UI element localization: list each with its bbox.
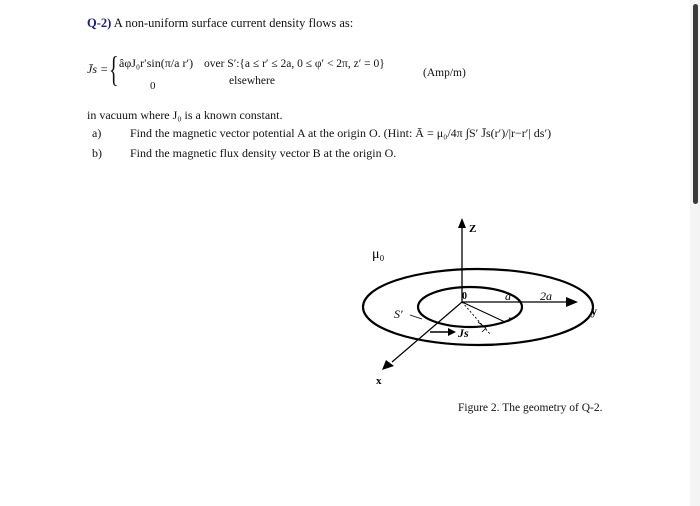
part-b-label: b)	[92, 146, 102, 160]
figure-caption: Figure 2. The geometry of Q-2.	[458, 402, 603, 414]
s-prime-pointer	[410, 315, 422, 319]
scrollbar[interactable]	[690, 0, 700, 506]
question-title	[87, 16, 353, 31]
y-label: y	[591, 304, 597, 318]
question-label: Q-2)	[87, 16, 112, 30]
js-arrow-head	[448, 328, 456, 336]
scrollbar-thumb[interactable]	[693, 4, 698, 204]
r-vector	[462, 302, 505, 322]
equation-lhs	[87, 62, 108, 77]
part-a-text: Find the magnetic vector potential A at the origin O. (Hint: Ā = μ₀/4π ∫S′ J̄s(r′)/|r−r′| ds′)	[130, 126, 552, 140]
r-label: r	[508, 314, 512, 324]
part-b-text: Find the magnetic flux density vector B at the origin O.	[130, 146, 397, 160]
vacuum-line: in vacuum where J₀ is a known constant.	[87, 108, 283, 122]
equation-condition: over S′:{a ≤ r′ ≤ 2a, 0 ≤ φ′ < 2π, z′ = 0}	[204, 58, 385, 70]
equation-lhs-text: J̄s =	[87, 62, 109, 76]
z-axis-arrow	[458, 218, 466, 228]
mu-label: μ₀	[372, 247, 385, 262]
equation-unit: (Amp/m)	[423, 67, 466, 79]
y-axis-arrow	[566, 297, 578, 307]
equation-elsewhere: elsewhere	[229, 75, 275, 87]
equation-top-expr: âφJ₀r′sin(π/a r′)	[119, 56, 194, 70]
part-a-label: a)	[92, 126, 102, 140]
origin-label: 0	[462, 291, 467, 302]
equation-zero: 0	[150, 80, 156, 92]
a-label: a	[505, 289, 511, 303]
equation-brace: {	[109, 49, 119, 89]
geometry-figure	[350, 212, 630, 392]
z-label: Z	[469, 223, 477, 235]
s-prime-label: S′	[394, 307, 403, 321]
question-text: A non-uniform surface current density flows as:	[113, 16, 354, 30]
two-a-label: 2a	[540, 289, 552, 303]
x-label: x	[376, 375, 382, 387]
js-label: Js	[458, 326, 469, 340]
